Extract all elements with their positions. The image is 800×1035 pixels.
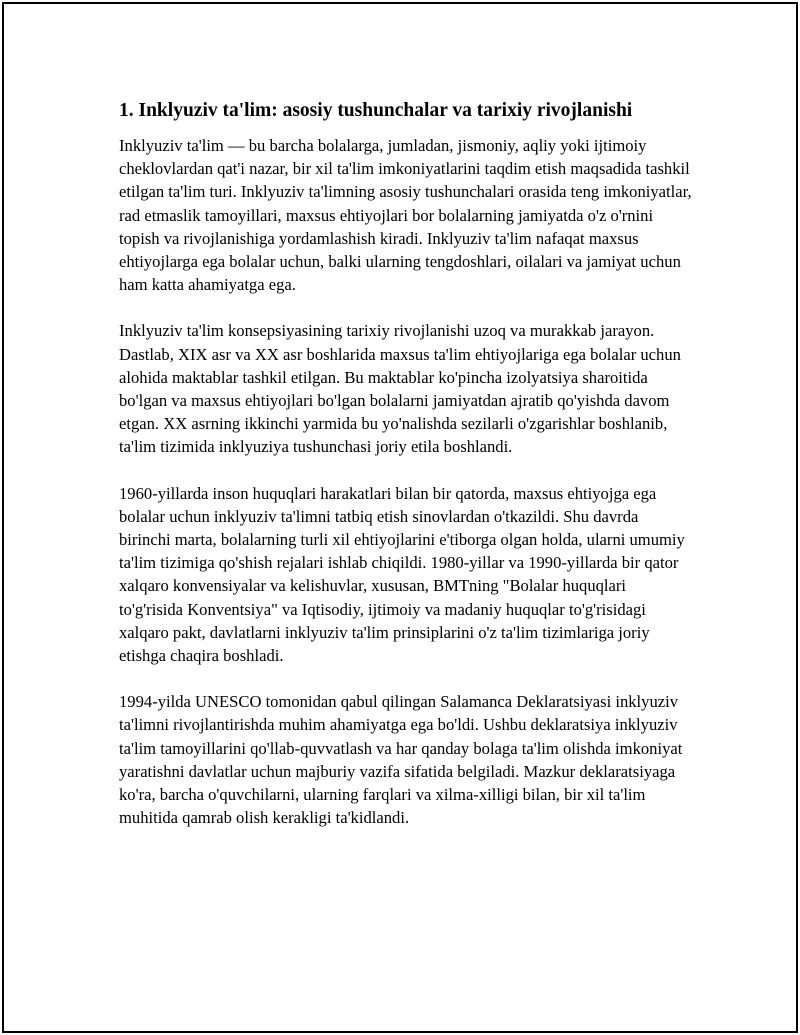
paragraph-history: Inklyuziv ta'lim konsepsiyasining tarixiy rivojlanishi uzoq va murakkab jarayon. Dastlab, XIX asr va XX asr boshlarida maxsus ta'lim ehtiyojlariga ega bolalar uchun alohida maktablar tashkil etilgan. Bu maktablar ko'pincha izolyatsiya sharoitida bo'lgan va maxsus ehtiyojlari bo'lgan bolalarni jamiyatdan ajratib qo'yishda davom etgan. XX asrning ikkinchi yarmida bu yo'nalishda sezilarli o'zgarishlar boshlanib, ta'lim tizimida inklyuziya tushunchasi joriy etila boshlandi. (119, 321, 681, 457)
paragraph-definition: Inklyuziv ta'lim — bu barcha bolalarga, jumladan, jismoniy, aqliy yoki ijtimoiy cheklovlardan qat'i nazar, bir xil ta'lim imkoniyatlarini taqdim etish maqsadida tashkil etilgan ta'lim turi. Inklyuziv ta'limning asosiy tushunchalari orasida teng imkoniyatlar, rad etmaslik tamoyillari, maxsus ehtiyojlari bor bolalarning jamiyatda o'z o'rnini topish va rivojlanishiga yordamlashish kiradi. Inklyuziv ta'lim nafaqat maxsus ehtiyojlarga ega bolalar uchun, balki ularning tengdoshlari, oilalari va jamiyat uchun ham katta ahamiyatga ega. (119, 136, 692, 295)
document-body (119, 98, 694, 852)
page-title: 1. Inklyuziv ta'lim: asosiy tushunchalar va tarixiy rivojlanishi (119, 100, 633, 121)
paragraph-1960s: 1960-yillarda inson huquqlari harakatlari bilan bir qatorda, maxsus ehtiyojga ega bolalar uchun inklyuziv ta'limni tatbiq etish sinovlardan o'tkazildi. Shu davrda birinchi marta, bolalarning turli xil ehtiyojlarini e'tiborga olgan holda, ularni umumiy ta'lim tizimiga qo'shish rejalari ishlab chiqildi. 1980-yillar va 1990-yillarda bir qator xalqaro konvensiyalar va kelishuvlar, xususan, BMTning "Bolalar huquqlari to'g'risida Konventsiya" va Iqtisodiy, ijtimoiy va madaniy huquqlar to'g'risidagi xalqaro pakt, davlatlarni inklyuziv ta'lim prinsiplarini o'z ta'lim tizimlariga joriy etishga chaqira boshladi. (119, 483, 685, 666)
paragraph-salamanca: 1994-yilda UNESCO tomonidan qabul qilingan Salamanca Deklaratsiyasi inklyuziv ta'limni rivojlantirishda muhim ahamiyatga ega bo'ldi. Ushbu deklaratsiya inklyuziv ta'lim tamoyillarini qo'llab-quvvatlash va har qanday bolaga ta'lim olishda imkoniyat yaratishni davlatlar uchun majburiy vazifa sifatida belgiladi. Mazkur deklaratsiyaga ko'ra, barcha o'quvchilarni, ularning farqlari va xilma-xilligi bilan, bir xil ta'lim muhitida qamrab olish kerakligi ta'kidlandi. (119, 692, 683, 828)
page-frame (2, 2, 798, 1033)
